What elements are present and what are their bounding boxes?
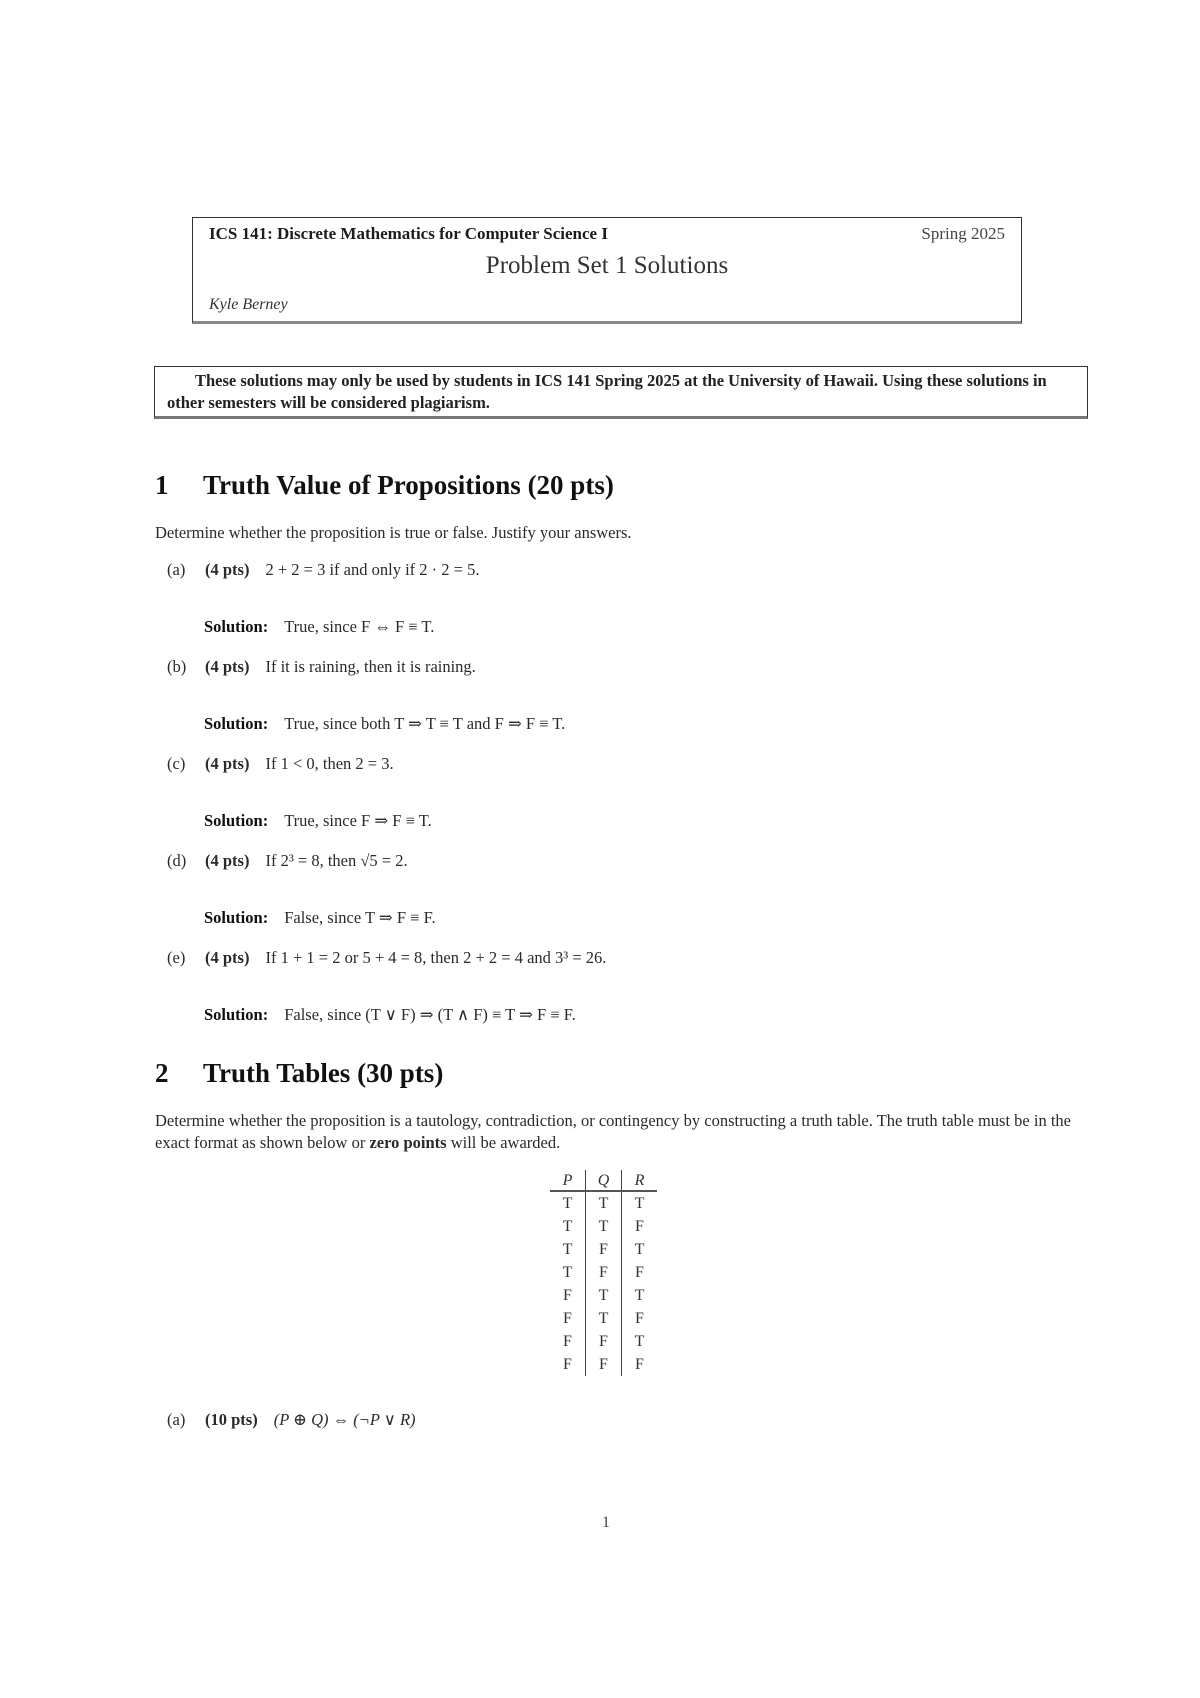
column-header-p: P: [550, 1170, 586, 1191]
table-row: [550, 1284, 657, 1307]
section-1-intro: Determine whether the proposition is true or false. Justify your answers.: [155, 523, 632, 542]
cell: T: [562, 1263, 573, 1281]
cell: T: [622, 1330, 658, 1353]
cell: T: [622, 1191, 658, 1215]
section-title: Truth Tables (30 pts): [203, 1058, 444, 1088]
page-number: 1: [602, 1514, 610, 1531]
section-1-heading: [155, 470, 614, 501]
item-label: (c): [167, 754, 186, 773]
section-number: 1: [155, 470, 169, 500]
solution-1c: [204, 811, 432, 831]
cell: F: [563, 1332, 572, 1350]
plagiarism-notice: These solutions may only be used by students in ICS 141 Spring 2025 at the University of Hawaii. Using these solutions in other semesters will be considered plagiarism.: [154, 366, 1088, 419]
section-2-intro: [155, 1110, 1085, 1154]
cell: T: [586, 1191, 622, 1215]
cell: F: [622, 1307, 658, 1330]
term: Spring 2025: [921, 224, 1005, 243]
cell: T: [562, 1240, 573, 1258]
problem-2a: [167, 1410, 416, 1430]
truth-table: [550, 1170, 657, 1376]
cell: F: [586, 1353, 622, 1376]
item-points: (4 pts): [205, 657, 250, 676]
solution-1e: [204, 1005, 576, 1025]
cell: T: [622, 1284, 658, 1307]
item-text: 2 + 2 = 3 if and only if 2 · 2 = 5.: [265, 560, 480, 579]
solution-label: Solution:: [204, 811, 269, 830]
solution-label: Solution:: [204, 714, 269, 733]
item-label: (a): [167, 1410, 186, 1429]
item-label: (d): [167, 851, 187, 870]
item-points: (4 pts): [205, 560, 250, 579]
cell: F: [563, 1286, 572, 1304]
cell: F: [586, 1238, 622, 1261]
cell: T: [562, 1217, 573, 1235]
item-text: (P ⊕ Q) ⇔ (¬P ∨ R): [273, 1410, 416, 1429]
solution-label: Solution:: [204, 1005, 269, 1024]
item-points: (4 pts): [205, 948, 250, 967]
table-row: [550, 1353, 657, 1376]
problem-1a: [167, 560, 479, 580]
cell: T: [586, 1307, 622, 1330]
cell: F: [563, 1355, 572, 1373]
table-row: [550, 1307, 657, 1330]
table-row: [550, 1191, 657, 1215]
item-text: If 2³ = 8, then √5 = 2.: [265, 851, 408, 870]
item-label: (a): [167, 560, 186, 579]
problem-1c: [167, 754, 394, 774]
solution-1a: [204, 617, 434, 637]
solution-label: Solution:: [204, 617, 269, 636]
intro-text: Determine whether the proposition is a tautology, contradiction, or contingency by constructing a truth table. The truth table must be in the exact format as shown below or: [155, 1111, 1071, 1152]
intro-text-end: will be awarded.: [446, 1133, 561, 1152]
solution-label: Solution:: [204, 908, 269, 927]
item-label: (b): [167, 657, 187, 676]
intro-emphasis: zero points: [369, 1133, 447, 1152]
table-row: [550, 1330, 657, 1353]
cell: T: [586, 1284, 622, 1307]
column-header-q: Q: [586, 1170, 622, 1191]
table-row: [550, 1215, 657, 1238]
section-2-heading: [155, 1058, 443, 1089]
cell: F: [586, 1261, 622, 1284]
section-number: 2: [155, 1058, 169, 1088]
item-text: If 1 < 0, then 2 = 3.: [265, 754, 394, 773]
item-points: (10 pts): [205, 1410, 258, 1429]
column-header-r: R: [622, 1170, 658, 1191]
item-label: (e): [167, 948, 186, 967]
table-row: [550, 1238, 657, 1261]
item-points: (4 pts): [205, 754, 250, 773]
solution-text: False, since T ⇒ F ≡ F.: [284, 908, 436, 927]
document-title: Problem Set 1 Solutions: [485, 252, 729, 279]
header-box: [192, 217, 1022, 324]
cell: F: [622, 1215, 658, 1238]
cell: F: [622, 1261, 658, 1284]
solution-text: False, since (T ∨ F) ⇒ (T ∧ F) ≡ T ⇒ F ≡ F.: [284, 1005, 576, 1024]
cell: F: [586, 1330, 622, 1353]
problem-1d: [167, 851, 408, 871]
item-points: (4 pts): [205, 851, 250, 870]
solution-1d: [204, 908, 436, 928]
problem-1e: [167, 948, 606, 968]
cell: F: [563, 1309, 572, 1327]
item-text: If it is raining, then it is raining.: [265, 657, 476, 676]
solution-text: True, since F ⇒ F ≡ T.: [284, 811, 432, 830]
solution-1b: [204, 714, 565, 734]
author: Kyle Berney: [209, 296, 288, 313]
solution-text: True, since both T ⇒ T ≡ T and F ⇒ F ≡ T.: [284, 714, 566, 733]
course-title: ICS 141: Discrete Mathematics for Computer Science I: [209, 224, 608, 243]
solution-text: True, since F ⇔ F ≡ T.: [284, 617, 435, 636]
cell: T: [562, 1194, 573, 1212]
cell: T: [622, 1238, 658, 1261]
item-text: If 1 + 1 = 2 or 5 + 4 = 8, then 2 + 2 = 4 and 3³ = 26.: [265, 948, 607, 967]
cell: T: [586, 1215, 622, 1238]
problem-1b: [167, 657, 476, 677]
cell: F: [622, 1353, 658, 1376]
table-row: [550, 1261, 657, 1284]
section-title: Truth Value of Propositions (20 pts): [203, 470, 614, 500]
